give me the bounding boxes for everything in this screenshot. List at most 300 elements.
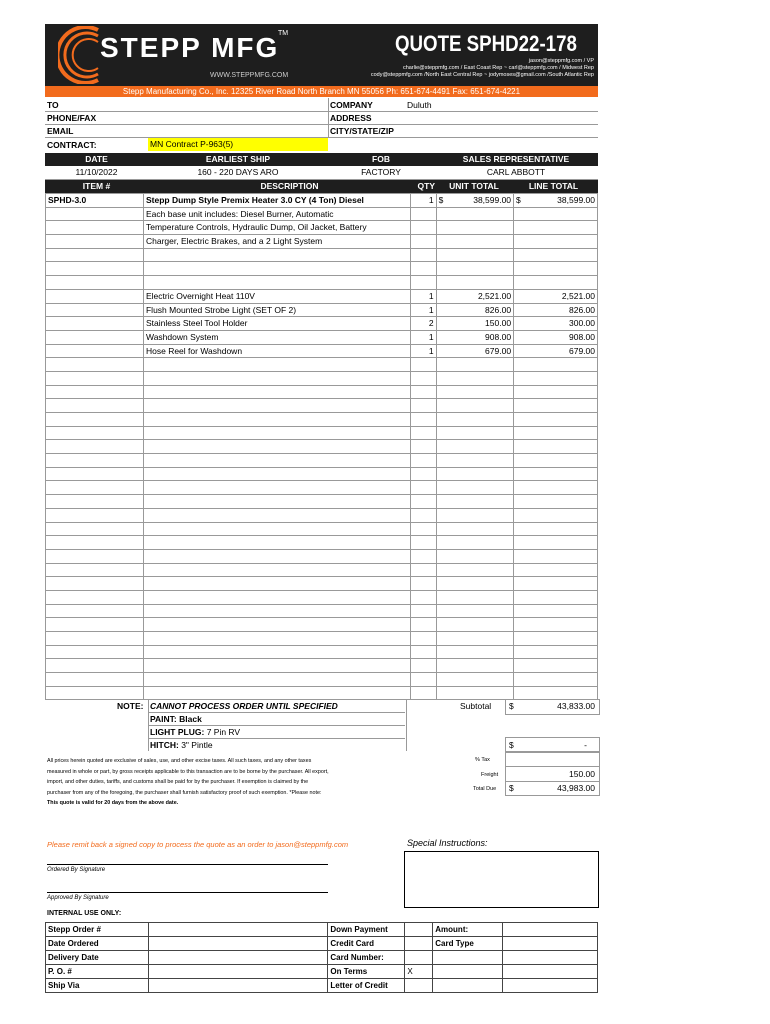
- cell-desc[interactable]: Hose Reel for Washdown: [143, 344, 410, 358]
- cell-item[interactable]: [46, 344, 144, 358]
- hitch-label: HITCH:: [150, 740, 179, 750]
- cell-item[interactable]: [46, 467, 144, 481]
- cell-item[interactable]: [46, 399, 144, 413]
- subtotal-label: Subtotal: [460, 701, 492, 711]
- date-header: DATE: [85, 154, 108, 164]
- internal-mid-value[interactable]: [405, 937, 433, 951]
- cell-qty[interactable]: [410, 536, 436, 550]
- currency-symbol: $: [516, 195, 521, 205]
- freight-label: Freight: [481, 772, 499, 778]
- company-value[interactable]: Duluth: [407, 100, 432, 110]
- table-row: [46, 303, 598, 317]
- table-row: [46, 207, 598, 221]
- table-row: [46, 590, 598, 604]
- cell-unit[interactable]: [436, 604, 513, 618]
- cell-qty[interactable]: [410, 467, 436, 481]
- items-table: [45, 193, 598, 700]
- cell-line[interactable]: [514, 481, 598, 495]
- table-row: [46, 536, 598, 550]
- internal-right-value[interactable]: [503, 937, 598, 951]
- cell-desc[interactable]: [143, 481, 410, 495]
- cell-qty[interactable]: [410, 618, 436, 632]
- table-row: [46, 248, 598, 262]
- cell-unit[interactable]: [436, 673, 513, 687]
- cell-desc[interactable]: [143, 358, 410, 372]
- cell-item[interactable]: [46, 440, 144, 454]
- cell-line[interactable]: [514, 495, 598, 509]
- cell-line[interactable]: [514, 399, 598, 413]
- internal-left-value[interactable]: [148, 937, 328, 951]
- table-row: [46, 330, 598, 344]
- cell-item[interactable]: [46, 563, 144, 577]
- cell-qty[interactable]: [410, 262, 436, 276]
- cell-desc[interactable]: [143, 673, 410, 687]
- cell-desc[interactable]: [143, 549, 410, 563]
- cell-qty[interactable]: 1: [410, 344, 436, 358]
- internal-left-value[interactable]: [148, 965, 328, 979]
- cell-desc[interactable]: [143, 399, 410, 413]
- cell-unit[interactable]: [436, 495, 513, 509]
- cell-item[interactable]: [46, 604, 144, 618]
- cell-item[interactable]: [46, 508, 144, 522]
- cell-item[interactable]: [46, 358, 144, 372]
- cell-desc[interactable]: [143, 248, 410, 262]
- internal-right-label: [433, 951, 503, 965]
- cell-desc[interactable]: [143, 262, 410, 276]
- cell-line[interactable]: [514, 440, 598, 454]
- cell-unit[interactable]: [436, 248, 513, 262]
- address-bar: Stepp Manufacturing Co., Inc. 12325 River Road North Branch MN 55056 Ph: 651-674-4491 Fax: 651-674-4221: [45, 86, 598, 97]
- cell-line[interactable]: [514, 645, 598, 659]
- cell-unit[interactable]: [436, 645, 513, 659]
- amount: 826.00: [569, 304, 595, 315]
- cell-qty[interactable]: [410, 207, 436, 221]
- cell-item[interactable]: [46, 330, 144, 344]
- cell-item[interactable]: [46, 618, 144, 632]
- cell-line[interactable]: [514, 563, 598, 577]
- cell-line[interactable]: [514, 371, 598, 385]
- special-instructions-box[interactable]: [404, 851, 599, 908]
- cell-line[interactable]: [514, 577, 598, 591]
- internal-right-label: [433, 965, 503, 979]
- table-row: [46, 686, 598, 700]
- totals-block: [405, 699, 598, 799]
- disclaimer-line: import, and other duties, tariffs, and customs shall be paid for by the purchaser. If exemption is claimed by the: [47, 779, 309, 785]
- cell-unit[interactable]: [436, 303, 513, 317]
- info-header-row: [45, 153, 598, 166]
- cell-desc[interactable]: [143, 604, 410, 618]
- cell-unit[interactable]: [436, 276, 513, 290]
- item-col-header: ITEM #: [82, 181, 111, 191]
- cell-line[interactable]: [514, 344, 598, 358]
- cell-qty[interactable]: [410, 413, 436, 427]
- cell-item[interactable]: [46, 303, 144, 317]
- table-row: [46, 563, 598, 577]
- table-row: [46, 467, 598, 481]
- special-instructions-label: Special Instructions:: [407, 838, 488, 848]
- cell-desc[interactable]: [143, 426, 410, 440]
- disclaimer: [47, 756, 407, 809]
- cell-desc[interactable]: [143, 590, 410, 604]
- cell-item[interactable]: [46, 262, 144, 276]
- cell-qty[interactable]: [410, 440, 436, 454]
- cell-unit[interactable]: [436, 590, 513, 604]
- cell-unit[interactable]: [436, 536, 513, 550]
- cell-desc[interactable]: [143, 618, 410, 632]
- cell-line[interactable]: [514, 317, 598, 331]
- qty-col-header: QTY: [417, 181, 435, 191]
- cell-item[interactable]: [46, 371, 144, 385]
- internal-use-label: INTERNAL USE ONLY:: [47, 910, 122, 917]
- light-label: LIGHT PLUG:: [150, 727, 205, 737]
- cell-line[interactable]: [514, 276, 598, 290]
- cell-line[interactable]: [514, 248, 598, 262]
- internal-right-label: [433, 979, 503, 993]
- cell-qty[interactable]: [410, 248, 436, 262]
- cell-desc[interactable]: [143, 645, 410, 659]
- cell-unit[interactable]: [436, 330, 513, 344]
- table-row: [46, 358, 598, 372]
- cell-qty[interactable]: 1: [410, 303, 436, 317]
- cell-qty[interactable]: [410, 276, 436, 290]
- table-row: [46, 371, 598, 385]
- cell-desc[interactable]: [143, 522, 410, 536]
- cell-unit[interactable]: [436, 207, 513, 221]
- cell-unit[interactable]: [436, 399, 513, 413]
- cell-unit[interactable]: [436, 454, 513, 468]
- cell-item[interactable]: [46, 426, 144, 440]
- internal-right-value[interactable]: [503, 923, 598, 937]
- cell-item[interactable]: [46, 454, 144, 468]
- cell-qty[interactable]: [410, 659, 436, 673]
- table-row: [46, 262, 598, 276]
- cell-unit[interactable]: [436, 659, 513, 673]
- cell-line[interactable]: [514, 330, 598, 344]
- cell-line[interactable]: [514, 632, 598, 646]
- cell-item[interactable]: [46, 481, 144, 495]
- cell-qty[interactable]: [410, 221, 436, 235]
- cell-qty[interactable]: [410, 385, 436, 399]
- cell-unit[interactable]: [436, 413, 513, 427]
- cell-line[interactable]: [514, 618, 598, 632]
- approved-by-line[interactable]: [47, 892, 328, 893]
- internal-right-label: Card Type: [433, 937, 503, 951]
- table-row: [46, 549, 598, 563]
- cell-unit[interactable]: [436, 371, 513, 385]
- cell-qty[interactable]: [410, 590, 436, 604]
- table-row: [46, 426, 598, 440]
- amount: 679.00: [569, 345, 595, 356]
- cell-unit[interactable]: [436, 317, 513, 331]
- cell-unit[interactable]: [436, 426, 513, 440]
- cell-unit[interactable]: [436, 481, 513, 495]
- quote-title: QUOTE SPHD22-178: [395, 31, 577, 56]
- internal-mid-label: Down Payment: [328, 923, 405, 937]
- cell-qty[interactable]: [410, 426, 436, 440]
- cell-line[interactable]: [514, 686, 598, 700]
- cell-qty[interactable]: [410, 495, 436, 509]
- contract-value[interactable]: MN Contract P-963(5): [148, 138, 328, 151]
- cell-qty[interactable]: [410, 632, 436, 646]
- cell-desc[interactable]: Washdown System: [143, 330, 410, 344]
- cell-qty[interactable]: [410, 673, 436, 687]
- internal-mid-value[interactable]: [405, 951, 433, 965]
- website: WWW.STEPPMFG.COM: [210, 72, 289, 79]
- cell-unit[interactable]: [436, 440, 513, 454]
- cell-unit[interactable]: [436, 385, 513, 399]
- trademark: TM: [278, 30, 289, 37]
- light-value[interactable]: 7 Pin RV: [206, 727, 241, 737]
- cell-unit[interactable]: [436, 467, 513, 481]
- cell-unit[interactable]: [436, 358, 513, 372]
- cell-line[interactable]: [514, 590, 598, 604]
- cell-unit[interactable]: [436, 289, 513, 303]
- cell-item[interactable]: [46, 385, 144, 399]
- cell-item[interactable]: [46, 289, 144, 303]
- cell-desc[interactable]: Stepp Dump Style Premix Heater 3.0 CY (4 Ton) Diesel: [143, 194, 410, 208]
- cell-line[interactable]: [514, 454, 598, 468]
- cell-unit[interactable]: [436, 262, 513, 276]
- amount: 150.00: [485, 318, 512, 329]
- table-row: [46, 632, 598, 646]
- cell-qty[interactable]: [410, 399, 436, 413]
- disclaimer-line: All prices herein quoted are exclusive of sales, use, and other excise taxes. All such taxes, and any other taxes: [47, 758, 312, 764]
- table-row: [46, 385, 598, 399]
- cell-desc[interactable]: [143, 577, 410, 591]
- info-value-row: [45, 166, 598, 180]
- currency-symbol: $: [438, 195, 444, 205]
- cell-unit[interactable]: [436, 221, 513, 235]
- table-row: [46, 289, 598, 303]
- cell-item[interactable]: [46, 207, 144, 221]
- cell-line[interactable]: [514, 221, 598, 235]
- email-label: EMAIL: [47, 126, 74, 136]
- cell-desc[interactable]: [143, 536, 410, 550]
- customer-block: [45, 98, 598, 152]
- internal-mid-value[interactable]: [405, 979, 433, 993]
- cell-qty[interactable]: 1: [410, 194, 436, 208]
- cell-unit[interactable]: [436, 632, 513, 646]
- cell-line[interactable]: [514, 303, 598, 317]
- amount: 908.00: [569, 331, 595, 342]
- amount: 2,521.00: [561, 290, 595, 301]
- table-row: [46, 276, 598, 290]
- disclaimer-line: purchaser from any of the foregoing, the purchaser shall furnish satisfactory proof of such exemption. *Please note:: [47, 789, 322, 796]
- cell-line[interactable]: [514, 508, 598, 522]
- cell-unit[interactable]: [436, 549, 513, 563]
- cell-qty[interactable]: [410, 549, 436, 563]
- amount: 908.00: [485, 331, 512, 342]
- amount: 679.00: [485, 345, 512, 356]
- to-label: TO: [47, 100, 59, 110]
- internal-row: [46, 979, 598, 993]
- cell-unit[interactable]: [436, 577, 513, 591]
- internal-left-value[interactable]: [148, 951, 328, 965]
- cell-item[interactable]: [46, 317, 144, 331]
- cell-unit[interactable]: [436, 522, 513, 536]
- cell-item[interactable]: SPHD-3.0: [46, 194, 144, 208]
- cell-qty[interactable]: [410, 645, 436, 659]
- cell-desc[interactable]: [143, 385, 410, 399]
- cell-desc[interactable]: [143, 686, 410, 700]
- cell-line[interactable]: [514, 262, 598, 276]
- table-row: [46, 522, 598, 536]
- cell-item[interactable]: [46, 235, 144, 249]
- internal-mid-label: On Terms: [328, 965, 405, 979]
- internal-mid-value[interactable]: [405, 923, 433, 937]
- hitch-value[interactable]: 3" Pintle: [181, 740, 213, 750]
- cell-desc[interactable]: [143, 440, 410, 454]
- cell-line[interactable]: [514, 289, 598, 303]
- note-label: NOTE:: [117, 701, 144, 711]
- notes-box: [45, 699, 405, 751]
- cell-item[interactable]: [46, 645, 144, 659]
- ordered-by-line[interactable]: [47, 864, 328, 865]
- cell-desc[interactable]: Charger, Electric Brakes, and a 2 Light System: [143, 235, 410, 249]
- total-sym: $: [509, 783, 514, 793]
- internal-mid-value[interactable]: X: [405, 965, 433, 979]
- table-row: [46, 413, 598, 427]
- email-line: charlie@steppmfg.com / East Coast Rep ~ carl@steppmfg.com / Midwest Rep: [402, 65, 594, 71]
- date-value: 11/10/2022: [75, 167, 118, 177]
- cell-line[interactable]: [514, 413, 598, 427]
- paint-label: PAINT:: [150, 714, 177, 724]
- cell-unit[interactable]: [436, 686, 513, 700]
- cell-item[interactable]: [46, 495, 144, 509]
- table-row: [46, 508, 598, 522]
- cell-item[interactable]: [46, 577, 144, 591]
- cell-desc[interactable]: [143, 659, 410, 673]
- internal-row: [46, 937, 598, 951]
- cell-line[interactable]: [514, 385, 598, 399]
- cell-unit[interactable]: [436, 344, 513, 358]
- table-row: [46, 659, 598, 673]
- cell-qty[interactable]: 2: [410, 317, 436, 331]
- cell-unit[interactable]: [436, 194, 513, 208]
- brand-name: STEPP MFG: [100, 32, 280, 63]
- tax-label: % Tax: [475, 757, 490, 763]
- cell-qty[interactable]: [410, 235, 436, 249]
- internal-use-table: [45, 922, 598, 993]
- cell-line[interactable]: [514, 426, 598, 440]
- cell-desc[interactable]: [143, 495, 410, 509]
- cell-item[interactable]: [46, 522, 144, 536]
- internal-right-value[interactable]: [503, 965, 598, 979]
- internal-left-label: Delivery Date: [46, 951, 149, 965]
- cell-desc[interactable]: [143, 467, 410, 481]
- fob-value: FACTORY: [361, 167, 401, 177]
- phone-label: PHONE/FAX: [47, 113, 97, 123]
- cell-desc[interactable]: [143, 371, 410, 385]
- cell-qty[interactable]: [410, 563, 436, 577]
- line-col-header: LINE TOTAL: [528, 181, 579, 191]
- internal-right-value[interactable]: [503, 979, 598, 993]
- cell-item[interactable]: [46, 536, 144, 550]
- cell-line[interactable]: [514, 604, 598, 618]
- cell-item[interactable]: [46, 276, 144, 290]
- paint-value[interactable]: Black: [179, 714, 202, 724]
- cell-line[interactable]: [514, 235, 598, 249]
- blank-sym: $: [509, 740, 514, 750]
- cell-unit[interactable]: [436, 618, 513, 632]
- cell-item[interactable]: [46, 659, 144, 673]
- cell-item[interactable]: [46, 221, 144, 235]
- cell-desc[interactable]: [143, 632, 410, 646]
- cell-line[interactable]: [514, 659, 598, 673]
- cell-item[interactable]: [46, 248, 144, 262]
- city-label: CITY/STATE/ZIP: [330, 126, 394, 136]
- cell-unit[interactable]: [436, 508, 513, 522]
- table-row: [46, 454, 598, 468]
- cell-line[interactable]: [514, 673, 598, 687]
- cell-desc[interactable]: [143, 454, 410, 468]
- cell-line[interactable]: [514, 194, 598, 208]
- cell-qty[interactable]: [410, 481, 436, 495]
- table-row: [46, 344, 598, 358]
- cell-qty[interactable]: [410, 358, 436, 372]
- cell-item[interactable]: [46, 686, 144, 700]
- table-row: [46, 645, 598, 659]
- amount: 300.00: [569, 318, 595, 329]
- cell-desc[interactable]: Stainless Steel Tool Holder: [143, 317, 410, 331]
- internal-left-label: Ship Via: [46, 979, 149, 993]
- cell-qty[interactable]: 1: [410, 330, 436, 344]
- cell-line[interactable]: [514, 549, 598, 563]
- cell-desc[interactable]: [143, 508, 410, 522]
- cell-qty[interactable]: [410, 371, 436, 385]
- cell-item[interactable]: [46, 549, 144, 563]
- cell-qty[interactable]: [410, 604, 436, 618]
- internal-left-value[interactable]: [148, 979, 328, 993]
- cell-desc[interactable]: [143, 563, 410, 577]
- cell-item[interactable]: [46, 632, 144, 646]
- cell-qty[interactable]: [410, 686, 436, 700]
- email-line: jason@steppmfg.com / VP: [528, 58, 594, 64]
- cell-qty[interactable]: [410, 454, 436, 468]
- cell-line[interactable]: [514, 522, 598, 536]
- cell-item[interactable]: [46, 673, 144, 687]
- internal-mid-label: Card Number:: [328, 951, 405, 965]
- internal-left-value[interactable]: [148, 923, 328, 937]
- cell-qty[interactable]: [410, 508, 436, 522]
- cell-line[interactable]: [514, 467, 598, 481]
- cell-qty[interactable]: [410, 577, 436, 591]
- cell-desc[interactable]: Electric Overnight Heat 110V: [143, 289, 410, 303]
- amount: 38,599.00: [557, 195, 595, 205]
- company-label: COMPANY: [330, 100, 373, 110]
- cell-item[interactable]: [46, 590, 144, 604]
- internal-right-value[interactable]: [503, 951, 598, 965]
- amount: 2,521.00: [477, 290, 512, 301]
- cell-line[interactable]: [514, 536, 598, 550]
- cell-qty[interactable]: 1: [410, 289, 436, 303]
- cell-desc[interactable]: Each base unit includes: Diesel Burner, Automatic: [143, 207, 410, 221]
- cell-qty[interactable]: [410, 522, 436, 536]
- cell-desc[interactable]: [143, 276, 410, 290]
- remit-instruction: Please remit back a signed copy to process the quote as an order to jason@steppmfg.com: [47, 840, 349, 849]
- freight-value: 150.00: [569, 769, 595, 779]
- cell-unit[interactable]: [436, 235, 513, 249]
- cell-line[interactable]: [514, 358, 598, 372]
- cell-desc[interactable]: Flush Mounted Strobe Light (SET OF 2): [143, 303, 410, 317]
- cell-unit[interactable]: [436, 563, 513, 577]
- cell-desc[interactable]: [143, 413, 410, 427]
- rep-value: CARL ABBOTT: [486, 167, 546, 177]
- internal-left-label: Stepp Order #: [46, 923, 149, 937]
- cell-desc[interactable]: Temperature Controls, Hydraulic Dump, Oil Jacket, Battery: [143, 221, 410, 235]
- cell-line[interactable]: [514, 207, 598, 221]
- cell-item[interactable]: [46, 413, 144, 427]
